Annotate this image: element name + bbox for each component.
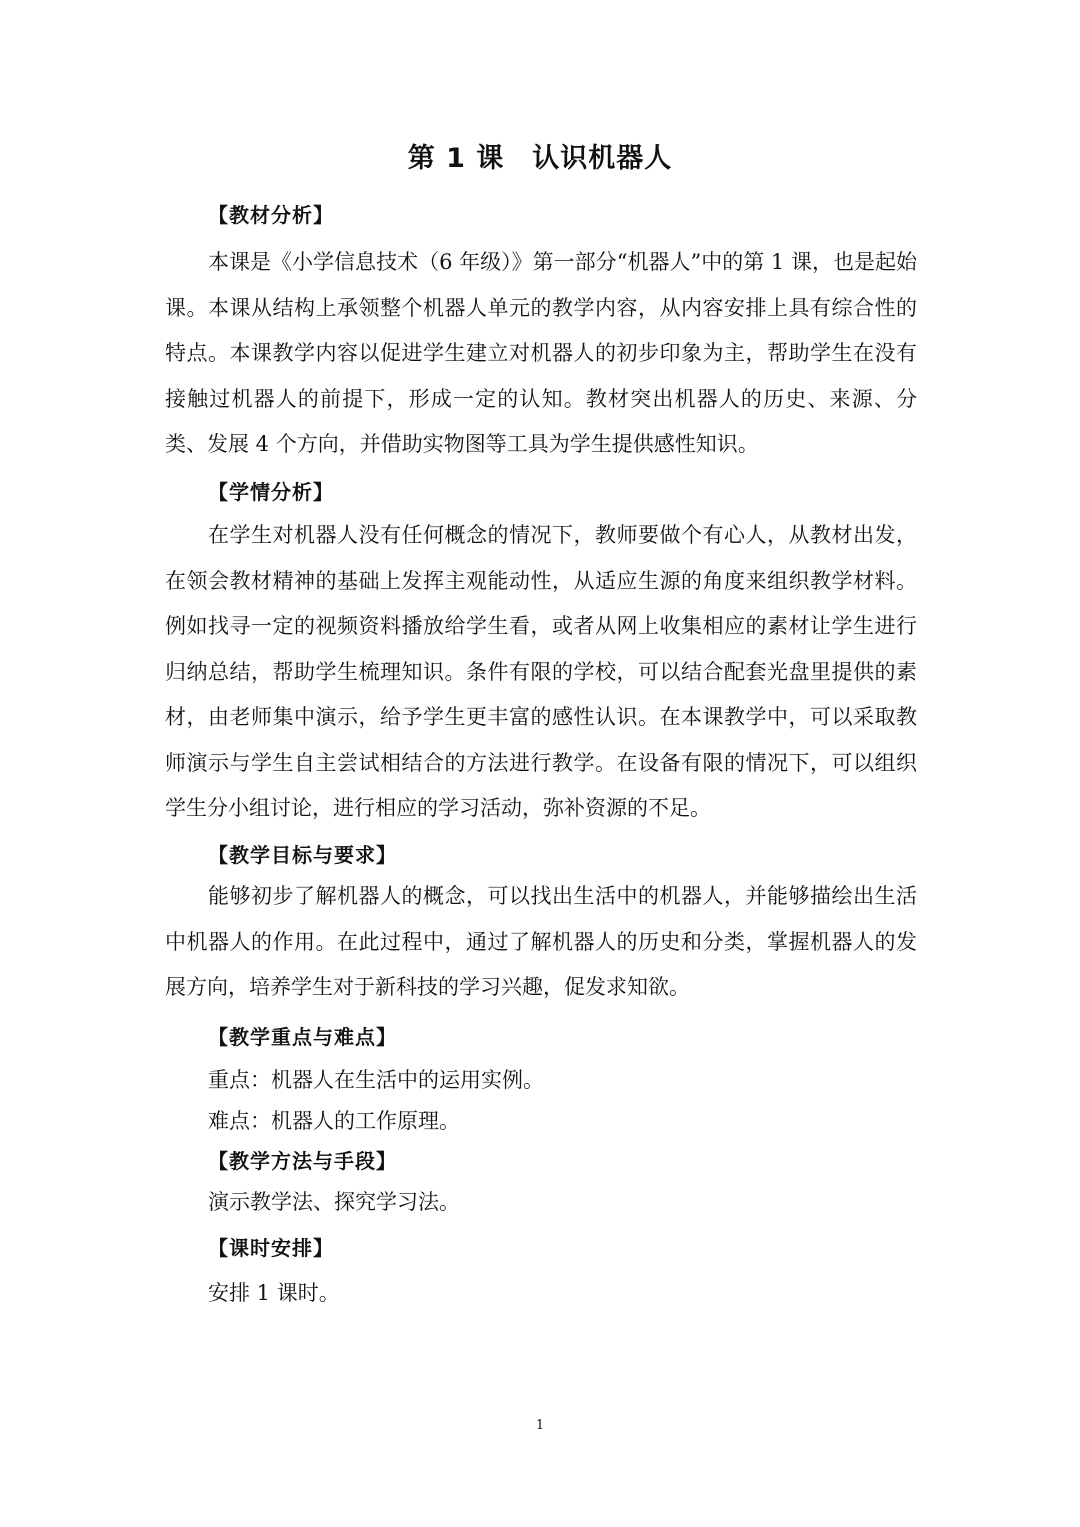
section-heading-methods: 【教学方法与手段】 bbox=[208, 1149, 397, 1173]
section-heading-key-points: 【教学重点与难点】 bbox=[208, 1025, 397, 1049]
section-body-student-analysis: 在学生对机器人没有任何概念的情况下，教师要做个有心人，从教材出发，在领会教材精神的基础上发挥主观能动性，从适应生源的角度来组织教学材料。例如找寻一定的视频资料播放给学生看，或者从网上收集相应的素材让学生进行归纳总结，帮助学生梳理知识。条件有限的学校，可以结合配套光盘里提供的素材，由老师集中演示，给予学生更丰富的感性认识。在本课教学中，可以采取教师演示与学生自主尝试相结合的方法进行教学。在设备有限的情况下，可以组织学生分小组讨论，进行相应的学习活动，弥补资源的不足。 bbox=[165, 523, 917, 820]
section-body-textbook-analysis: 本课是《小学信息技术（6 年级）》第一部分“机器人”中的第 1 课，也是起始课。本课从结构上承领整个机器人单元的教学内容，从内容安排上具有综合性的特点。本课教学内容以促进学生建立对机器人的初步印象为主，帮助学生在没有接触过机器人的前提下，形成一定的认知。教材突出机器人的历史、来源、分类、发展 4 个方向，并借助实物图等工具为学生提供感性知识。 bbox=[165, 250, 917, 456]
section-heading-schedule: 【课时安排】 bbox=[208, 1236, 334, 1260]
schedule-line: 安排 1 课时。 bbox=[208, 1281, 340, 1305]
section-heading-student-analysis: 【学情分析】 bbox=[208, 480, 334, 504]
page-number: 1 bbox=[535, 1418, 545, 1433]
methods-line: 演示教学法、探究学习法。 bbox=[208, 1190, 460, 1214]
page-title: 第 1 课 认识机器人 bbox=[407, 143, 673, 174]
section-body-goals: 能够初步了解机器人的概念，可以找出生活中的机器人，并能够描绘出生活中机器人的作用。在此过程中，通过了解机器人的历史和分类，掌握机器人的发展方向，培养学生对于新科技的学习兴趣，促发求知欲。 bbox=[165, 884, 917, 999]
key-point-line: 重点：机器人在生活中的运用实例。 bbox=[208, 1068, 544, 1092]
difficulty-line: 难点：机器人的工作原理。 bbox=[208, 1109, 460, 1133]
section-heading-goals: 【教学目标与要求】 bbox=[208, 843, 397, 867]
section-heading-textbook-analysis: 【教材分析】 bbox=[208, 203, 334, 227]
